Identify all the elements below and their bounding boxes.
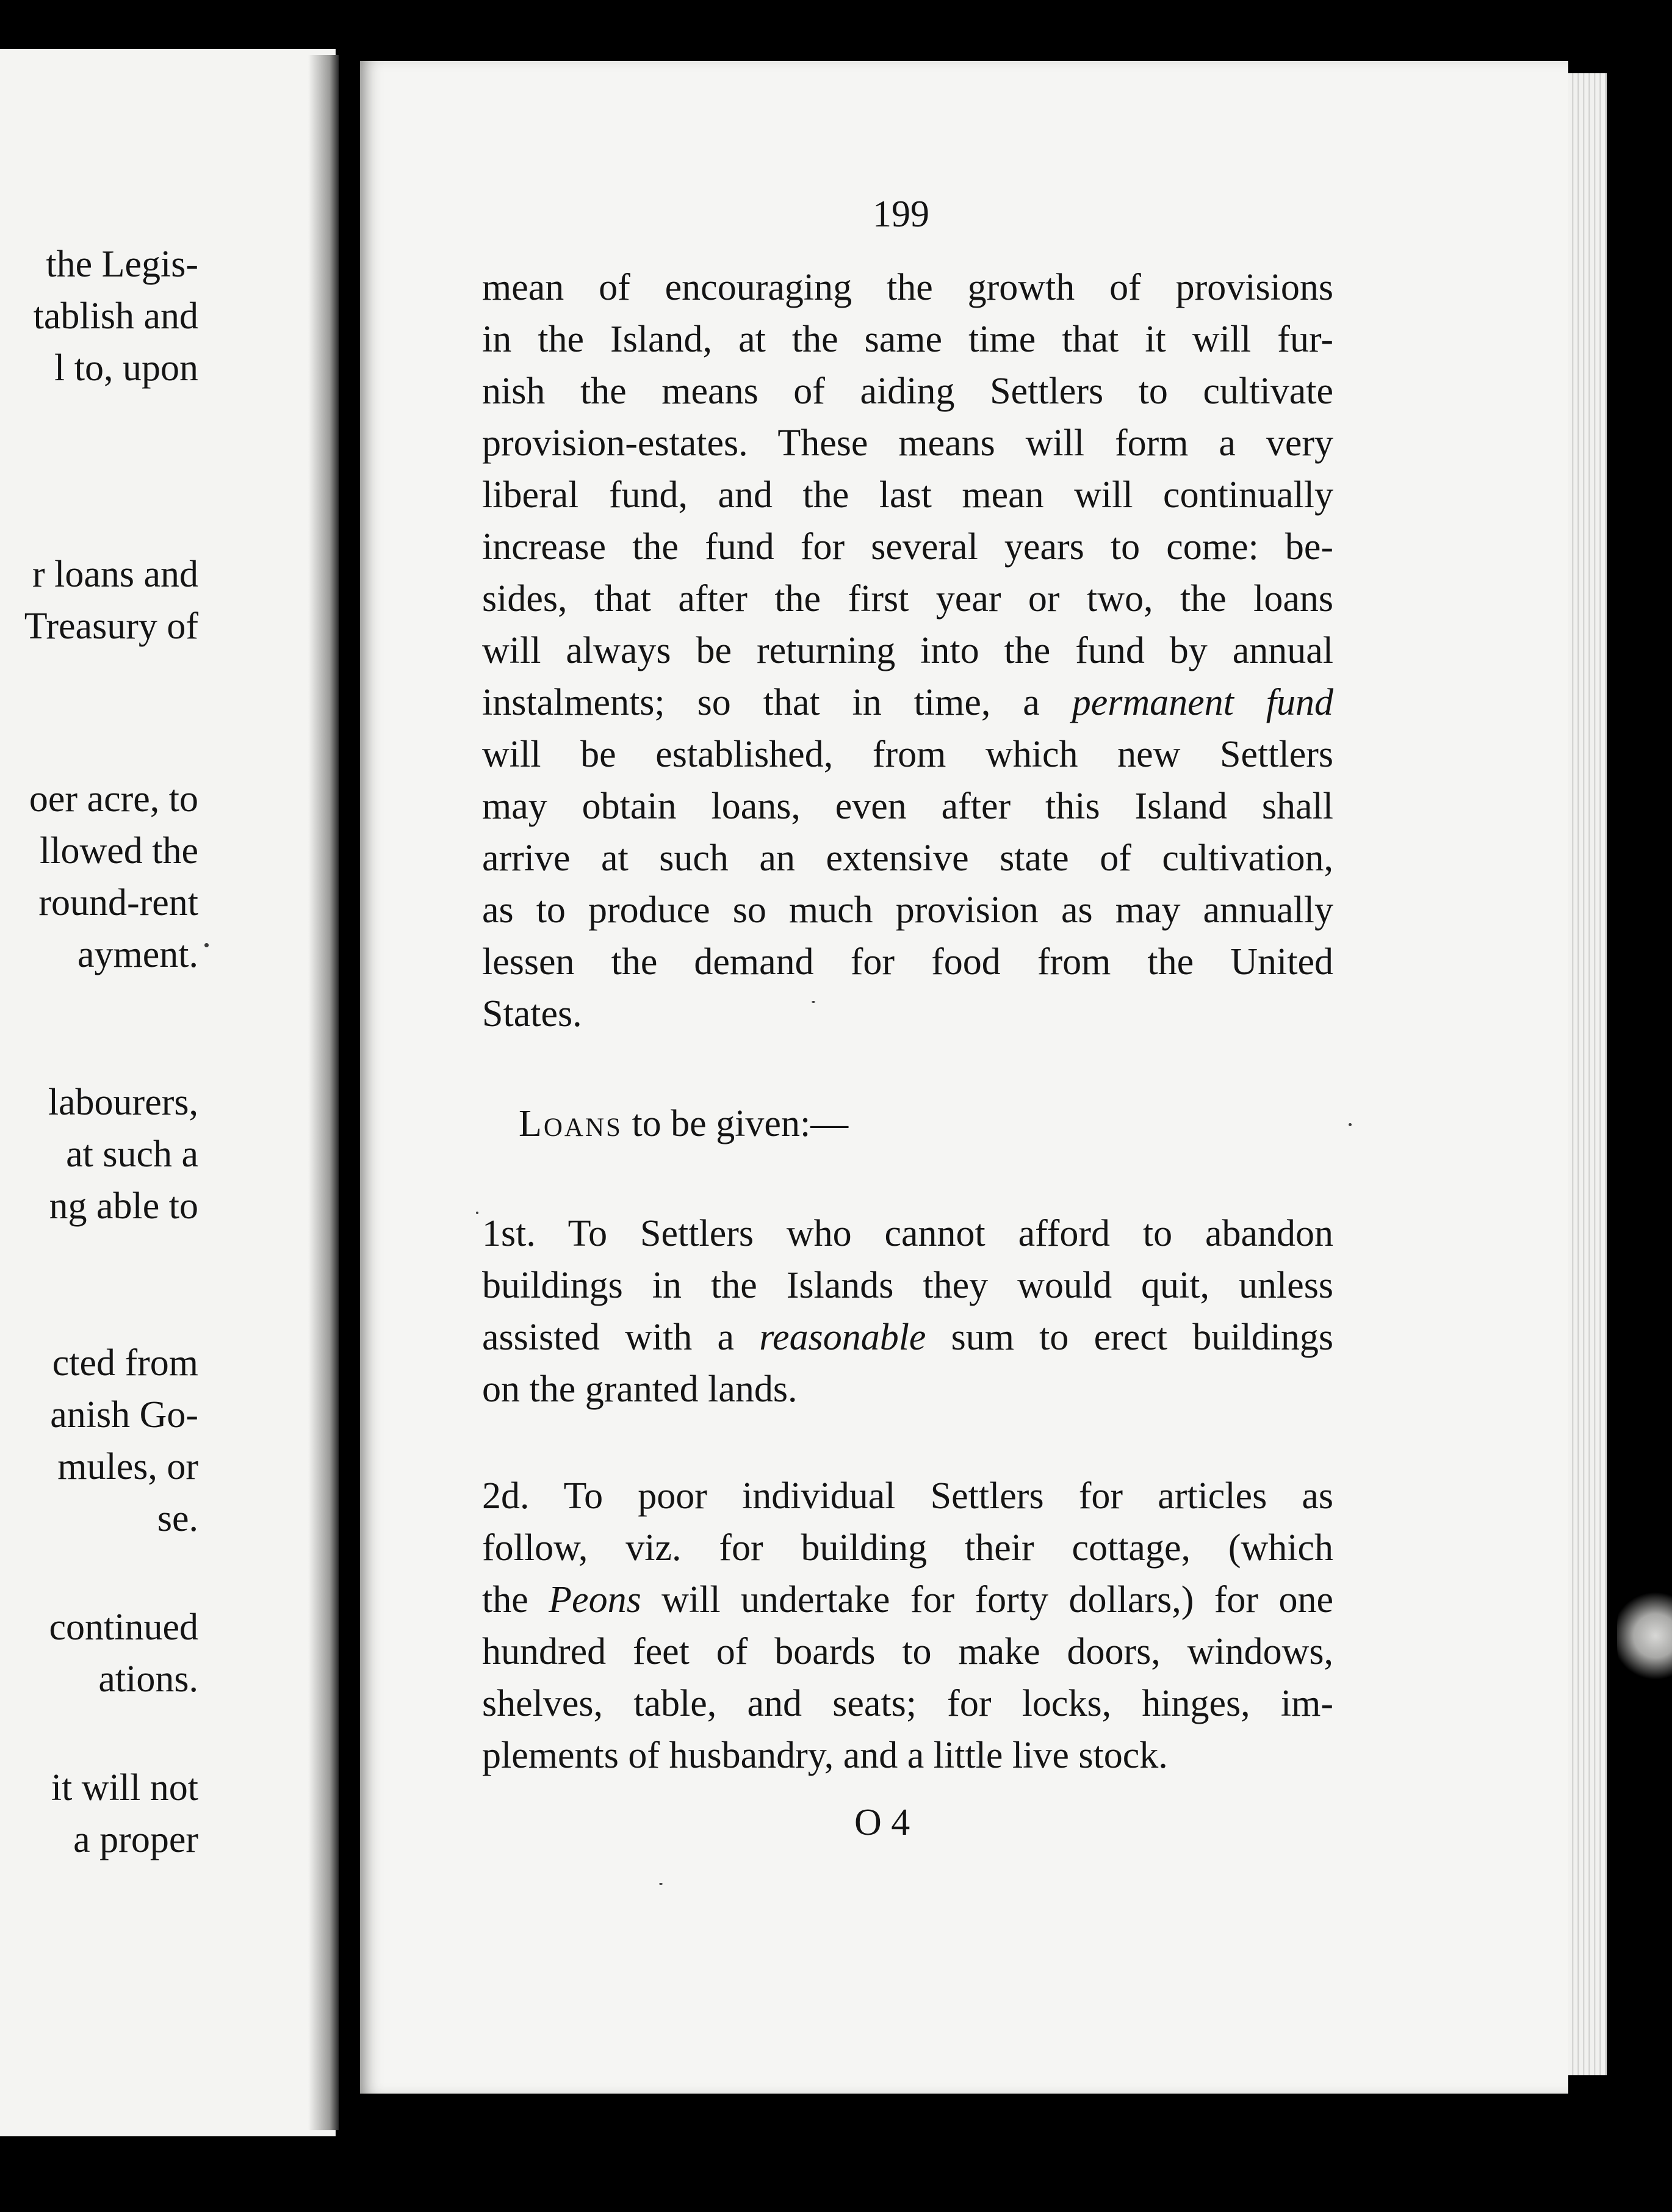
left-line-17: continued: [49, 1607, 198, 1648]
left-line-1: the Legis-: [46, 244, 198, 285]
right-page: [360, 61, 1568, 2094]
left-line-5: Treasury of: [24, 605, 198, 647]
signature-mark: O 4: [854, 1802, 910, 1843]
left-line-11: at such a: [66, 1133, 198, 1175]
body-line-3: nish the means of aiding Settlers to cultivate: [482, 370, 1333, 412]
left-line-20: a proper: [73, 1819, 198, 1860]
left-line-18: ations.: [98, 1658, 198, 1700]
body-line-14: lessen the demand for food from the United: [482, 941, 1333, 983]
left-line-15: mules, or: [57, 1446, 198, 1487]
item1-line-3-after: sum to erect buildings: [951, 1317, 1334, 1358]
item2-line-3-after: will undertake for forty dollars,) for one: [661, 1579, 1334, 1621]
left-line-4: r loans and: [32, 554, 198, 595]
dust-speck: [659, 1883, 663, 1885]
dust-speck: [1349, 1123, 1352, 1126]
left-line-3: l to, upon: [54, 347, 198, 389]
book-gutter-shadow: [308, 55, 339, 2130]
body-line-12: arrive at such an extensive state of cultivation,: [482, 837, 1333, 879]
body-line-5: liberal fund, and the last mean will continually: [482, 474, 1333, 516]
item2-line-6: plements of husbandry, and a little live stock.: [482, 1735, 1168, 1776]
left-line-10: labourers,: [48, 1082, 198, 1123]
body-line-10: will be established, from which new Settlers: [482, 734, 1333, 775]
left-facing-page: [0, 49, 336, 2136]
left-line-12: ng able to: [49, 1185, 198, 1227]
item1-line-3: [482, 1318, 1333, 1356]
italic-permanent-fund: permanent fund: [1072, 682, 1334, 723]
body-line-9: [482, 684, 1333, 721]
left-line-19: it will not: [51, 1767, 198, 1809]
body-line-9-text: instalments; so that in time, a: [482, 682, 1040, 723]
italic-peons: Peons: [549, 1579, 641, 1621]
body-line-7: sides, that after the first year or two, the loans: [482, 578, 1333, 620]
body-line-4: provision-estates. These means will form a very: [482, 422, 1333, 464]
italic-reasonable: reasonable: [759, 1317, 926, 1358]
dust-speck: [812, 1001, 815, 1003]
item2-line-5: shelves, table, and seats; for locks, hinges, im-: [482, 1683, 1333, 1724]
item2-line-3: [482, 1581, 1333, 1619]
heading-rest: to be given:—: [632, 1103, 849, 1144]
body-line-6: increase the fund for several years to come: be-: [482, 526, 1333, 568]
item1-line-3-before: assisted with a: [482, 1317, 735, 1358]
dust-speck: [204, 943, 209, 947]
left-line-14: anish Go-: [50, 1394, 198, 1436]
item2-line-1: 2d. To poor individual Settlers for articles as: [482, 1475, 1333, 1517]
body-line-15: States.: [482, 993, 582, 1035]
item1-line-4: on the granted lands.: [482, 1368, 798, 1410]
left-line-9: ayment.: [77, 934, 198, 975]
item2-line-2: follow, viz. for building their cottage, (which: [482, 1527, 1333, 1569]
left-line-6: oer acre, to: [29, 778, 198, 820]
body-line-1: mean of encouraging the growth of provisions: [482, 267, 1333, 308]
left-line-2: tablish and: [33, 295, 198, 337]
page-number: 199: [873, 193, 929, 235]
left-line-16: se.: [157, 1498, 198, 1539]
item2-line-4: hundred feet of boards to make doors, windows,: [482, 1631, 1333, 1672]
body-line-11: may obtain loans, even after this Island shall: [482, 786, 1333, 827]
left-line-13: cted from: [52, 1342, 198, 1384]
body-line-13: as to produce so much provision as may annually: [482, 889, 1333, 931]
section-heading: [519, 1105, 848, 1143]
item2-line-3-before: the: [482, 1579, 528, 1621]
body-line-2: in the Island, at the same time that it will fur-: [482, 319, 1333, 360]
torn-paper-fragment: [1617, 1587, 1672, 1685]
body-line-8: will always be returning into the fund by annual: [482, 630, 1333, 671]
heading-smallcaps: Loans: [519, 1103, 622, 1144]
item1-line-1: 1st. To Settlers who cannot afford to abandon: [482, 1213, 1333, 1254]
left-line-7: llowed the: [40, 830, 198, 872]
left-line-8: round-rent: [38, 882, 198, 923]
item1-line-2: buildings in the Islands they would quit, unless: [482, 1265, 1333, 1306]
dust-speck: [476, 1212, 478, 1214]
